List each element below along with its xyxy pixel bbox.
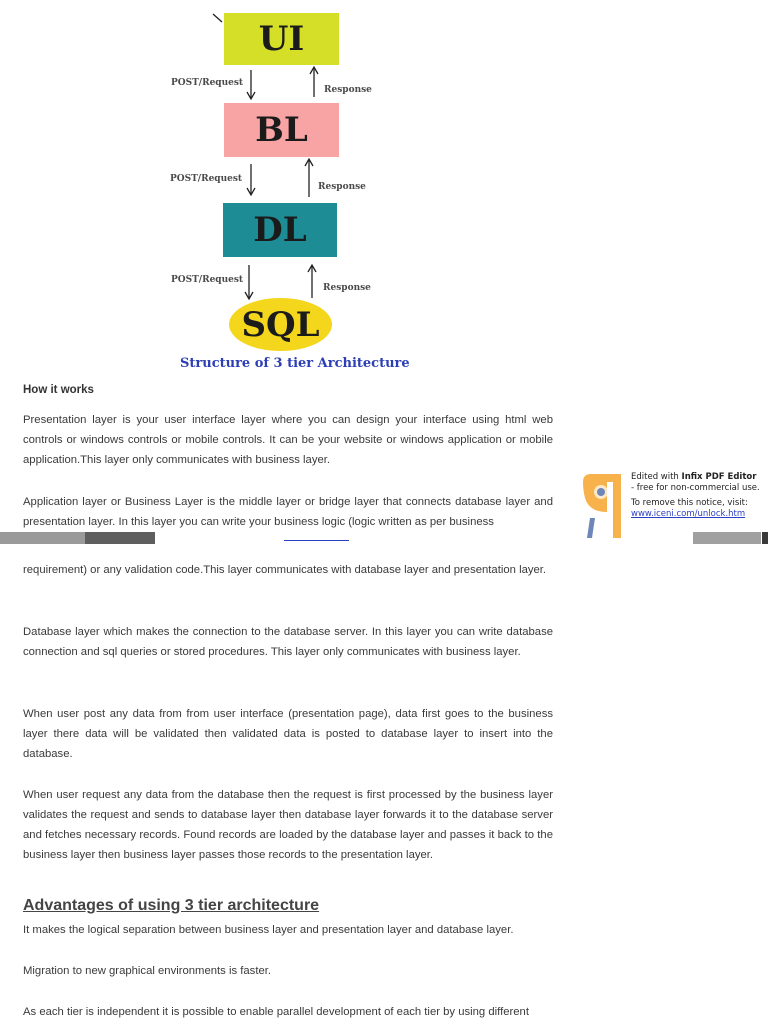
diagram-arrows — [0, 0, 560, 360]
watermark-link[interactable]: www.iceni.com/unlock.htm — [631, 508, 746, 519]
advantages-heading: Advantages of using 3 tier architecture — [23, 897, 320, 914]
how-it-works-heading: How it works — [23, 384, 94, 396]
post-request-label-1: POST/Request — [171, 78, 244, 88]
paragraph-business-layer-part1: Application layer or Business Layer is the middle layer or bridge layer that connects database layer and presentation layer. In this layer you can write your business logic (logic written as per business — [23, 496, 553, 528]
page-break-bar-left — [0, 532, 85, 544]
paragraph-post-flow: When user post any data from from user interface (presentation page), data first goes to the business layer there data will be validated then validated data is posted to database layer to insert into the database. — [23, 708, 553, 760]
response-label-3: Response — [323, 283, 371, 293]
watermark-line3: To remove this notice, visit: — [631, 498, 748, 508]
watermark-line2: - free for non-commercial use. — [631, 482, 760, 493]
response-label-1: Response — [324, 85, 372, 95]
response-label-2: Response — [318, 182, 366, 192]
sql-ellipse-label: SQL — [241, 304, 320, 345]
paragraph-database-layer: Database layer which makes the connection to the database server. In this layer you can write database connection and sql queries or stored procedures. This layer only communicates with business layer. — [23, 626, 553, 658]
page-break-bar-left-dark — [85, 532, 155, 544]
post-request-label-2: POST/Request — [170, 174, 243, 184]
paragraph-business-layer-part2: requirement) or any validation code.This layer communicates with database layer and presentation layer. — [23, 564, 547, 576]
watermark-prefix: Edited with — [631, 472, 682, 482]
ui-box-label: UI — [258, 19, 305, 59]
diagram-caption: Structure of 3 tier Architecture — [180, 356, 410, 371]
post-request-label-3: POST/Request — [171, 275, 244, 285]
paragraph-parallel-development: As each tier is independent it is possible to enable parallel development of each tier by using different — [23, 1006, 529, 1018]
paragraph-presentation-layer: Presentation layer is your user interface layer where you can design your interface using html web controls or windows controls or mobile controls. It can be your website or windows application or mobile application.This layer only communicates with business layer. — [23, 414, 553, 466]
paragraph-logical-separation: It makes the logical separation between business layer and presentation layer and database layer. — [23, 924, 514, 936]
watermark-notice — [631, 472, 760, 519]
watermark-brand: Infix PDF Editor — [681, 472, 757, 482]
dl-box-label: DL — [253, 210, 307, 250]
bl-box-label: BL — [255, 110, 308, 150]
paragraph-request-flow: When user request any data from the database then the request is first processed by the business layer validates the request and sends to database layer then database layer forwards it to the database server and fetches necessary records. Found records are loaded by the database layer and passes it back to the business layer then business layer passes those records to the presentation layer. — [23, 789, 553, 861]
link-underline — [284, 540, 349, 541]
stray-mark — [213, 14, 222, 22]
paragraph-migration: Migration to new graphical environments is faster. — [23, 965, 272, 977]
